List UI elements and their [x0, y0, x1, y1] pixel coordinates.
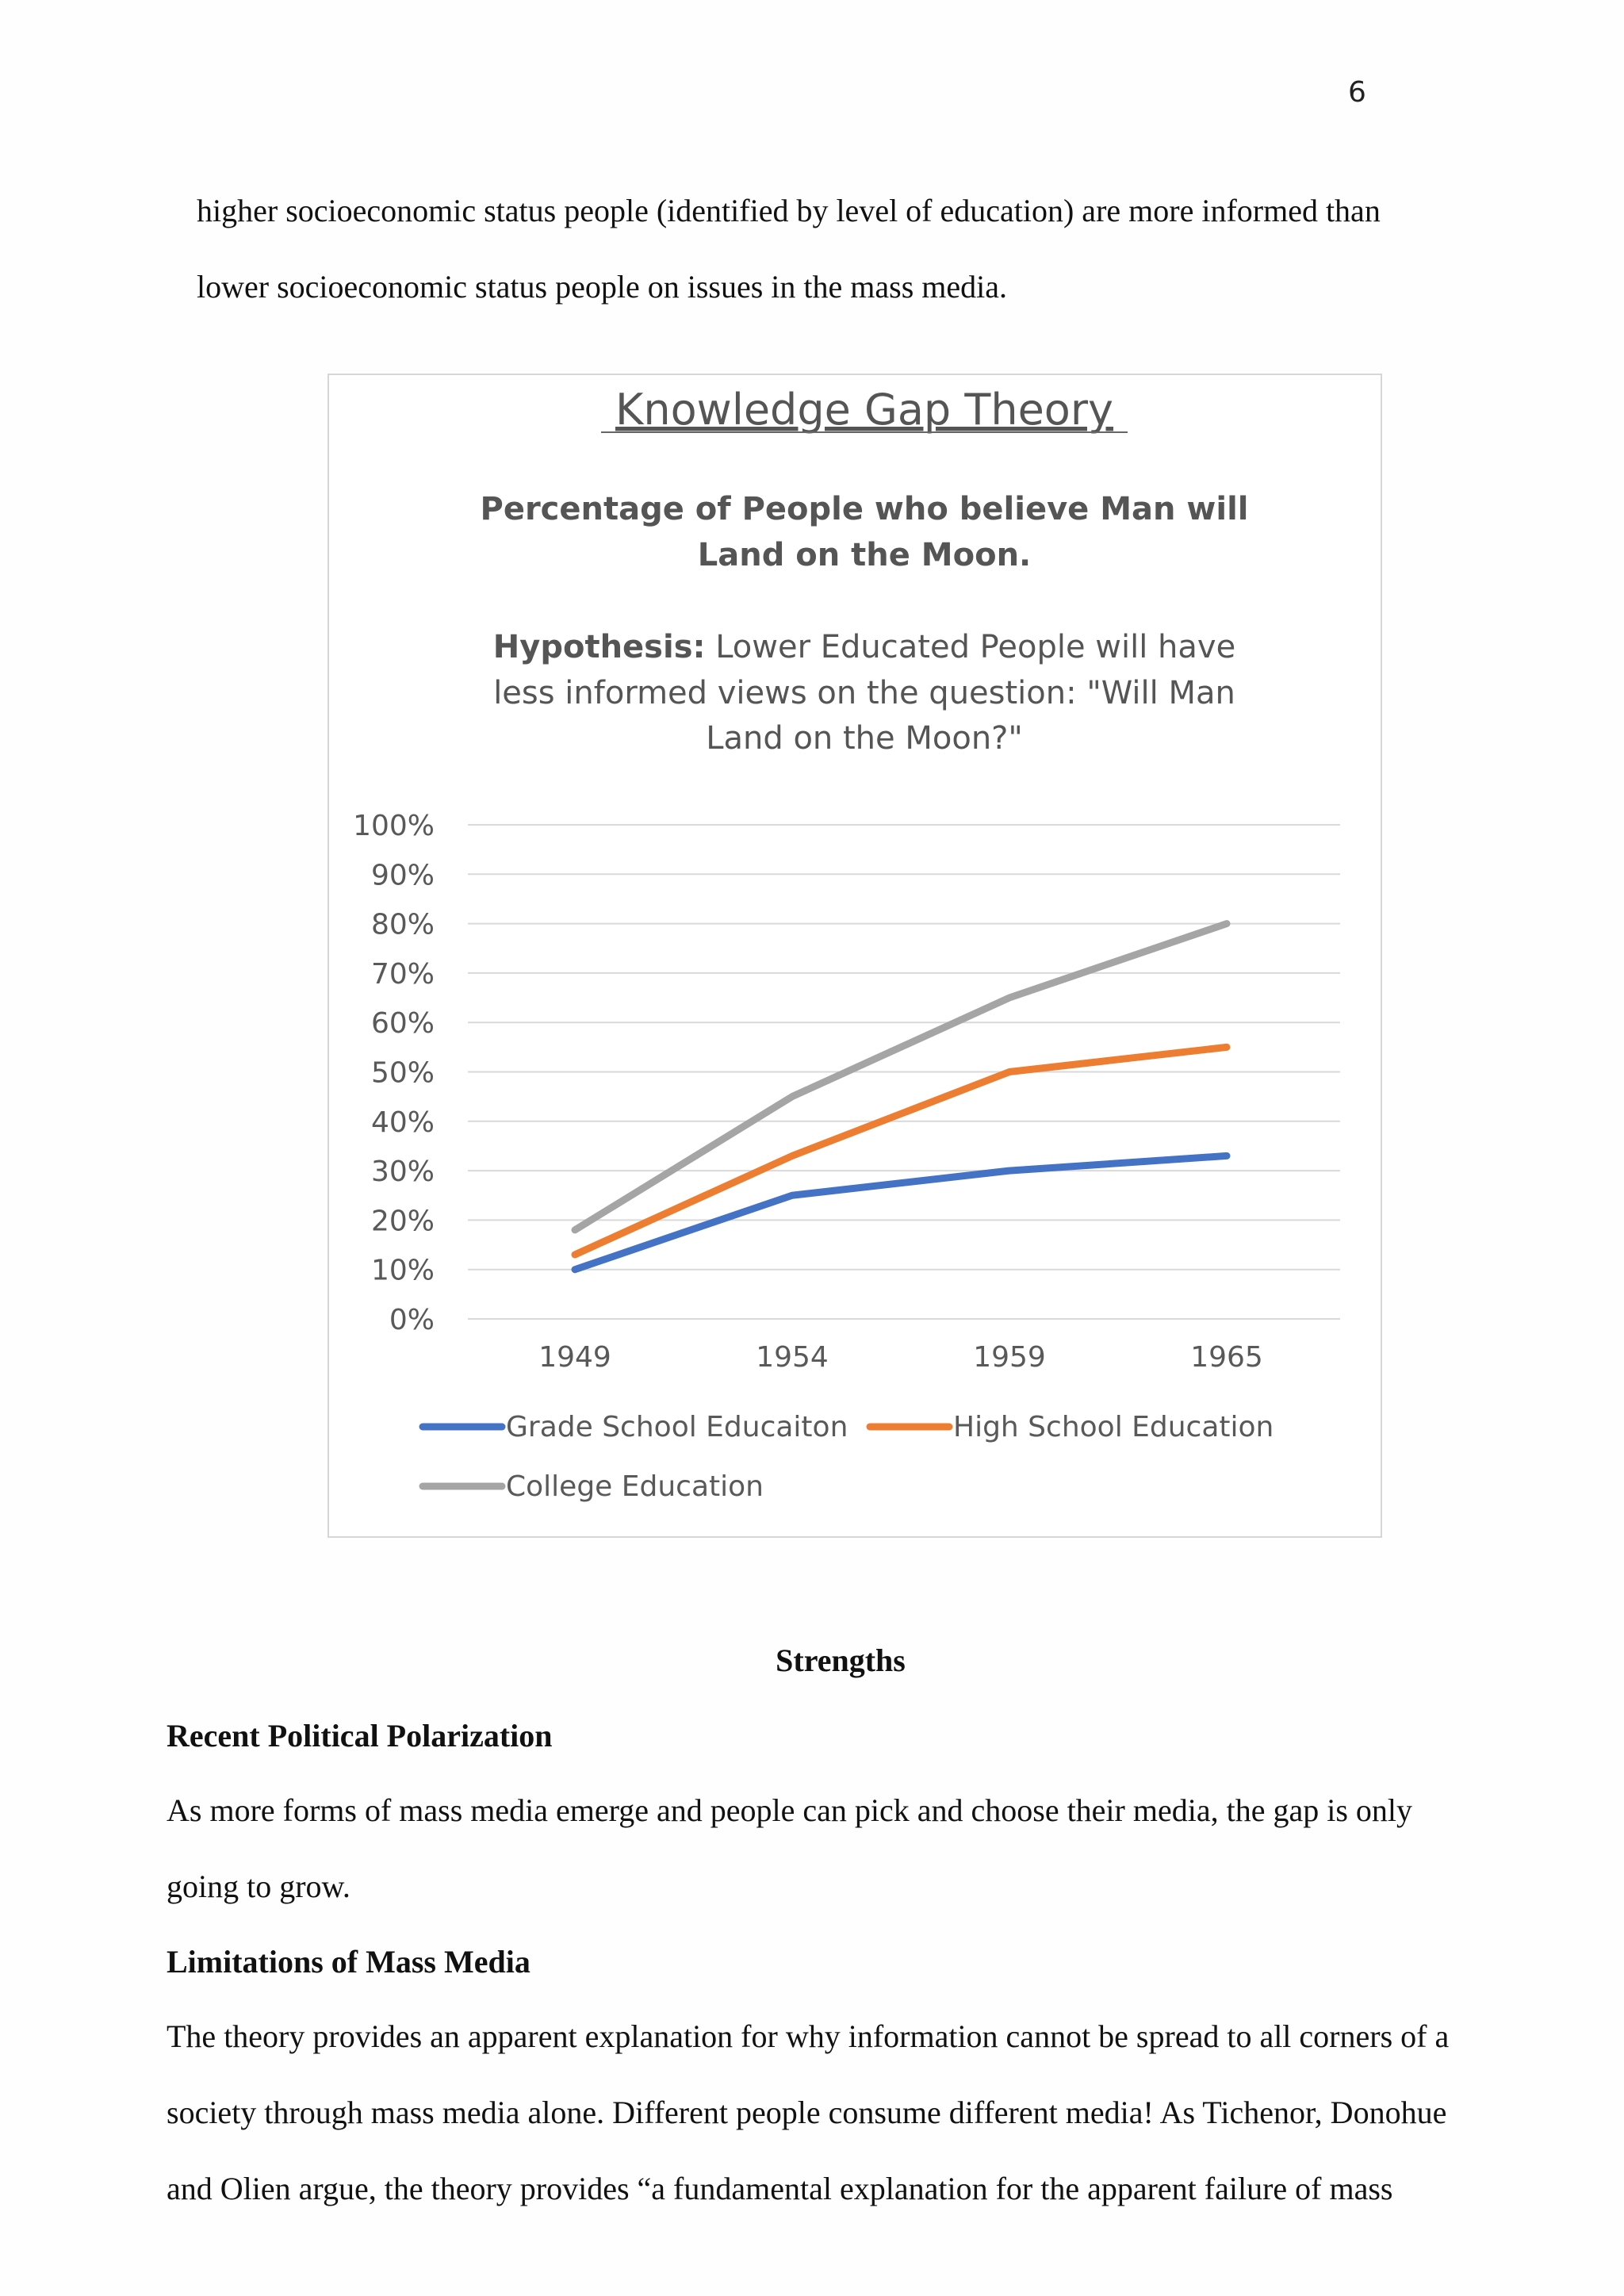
polarization-paragraph [167, 1773, 1515, 1925]
y-tick-label: 70% [370, 957, 435, 991]
y-tick-label: 90% [370, 859, 435, 892]
legend-label: College Education [506, 1470, 764, 1503]
page-number: 6 [1348, 76, 1366, 109]
y-tick-label: 10% [370, 1254, 435, 1287]
subheading-limitations: Limitations of Mass Media [167, 1944, 530, 1980]
intro-line-2: lower socioeconomic status people on issues in the mass media. [197, 269, 1008, 305]
knowledge-gap-figure [327, 374, 1382, 1538]
polarization-line-1: As more forms of mass media emerge and people can pick and choose their media, the gap is only [167, 1792, 1413, 1828]
subheading-political-polarization: Recent Political Polarization [167, 1718, 553, 1754]
intro-paragraph [197, 173, 1545, 325]
hypothesis-line-2: less informed views on the question: "Will Man [493, 675, 1235, 711]
y-tick-label: 0% [389, 1304, 435, 1336]
chart-title: Knowledge Gap Theory [615, 385, 1114, 435]
y-tick-label: 40% [370, 1106, 435, 1139]
chart-subtitle-line-2: Land on the Moon. [697, 537, 1032, 573]
line-chart [329, 375, 1381, 1536]
x-tick-label: 1949 [538, 1341, 611, 1374]
plot-area [353, 810, 1340, 1503]
intro-line-1: higher socioeconomic status people (identified by level of education) are more informed than [197, 193, 1381, 228]
y-tick-label: 100% [353, 810, 435, 842]
y-tick-label: 20% [370, 1205, 435, 1238]
strengths-heading: Strengths [776, 1642, 906, 1678]
hypothesis-line-3: Land on the Moon?" [706, 720, 1023, 757]
series-line [575, 1047, 1227, 1255]
hypothesis-line-1 [493, 629, 1235, 665]
x-tick-label: 1954 [756, 1341, 829, 1374]
y-tick-label: 50% [370, 1056, 435, 1090]
hypothesis-label: Hypothesis: [492, 629, 706, 665]
y-tick-label: 80% [370, 908, 435, 941]
limitations-line-2: society through mass media alone. Different people consume different media! As Tichenor, Donohue [167, 2095, 1447, 2130]
x-tick-label: 1965 [1190, 1341, 1263, 1374]
legend-label: Grade School Educaiton [506, 1411, 848, 1443]
polarization-line-2: going to grow. [167, 1869, 350, 1904]
limitations-line-1: The theory provides an apparent explanation for why information cannot be spread to all corners of a [167, 2018, 1450, 2054]
chart-subtitle-line-1: Percentage of People who believe Man will [480, 491, 1249, 527]
legend-label: High School Education [953, 1411, 1274, 1443]
limitations-line-3: and Olien argue, the theory provides “a fundamental explanation for the apparent failure of mass [167, 2171, 1393, 2206]
hypothesis-text-1: Lower Educated People will have [705, 629, 1236, 665]
x-tick-label: 1959 [973, 1341, 1046, 1374]
y-tick-label: 60% [370, 1007, 435, 1041]
y-tick-label: 30% [370, 1156, 435, 1189]
limitations-paragraph [167, 1999, 1618, 2227]
